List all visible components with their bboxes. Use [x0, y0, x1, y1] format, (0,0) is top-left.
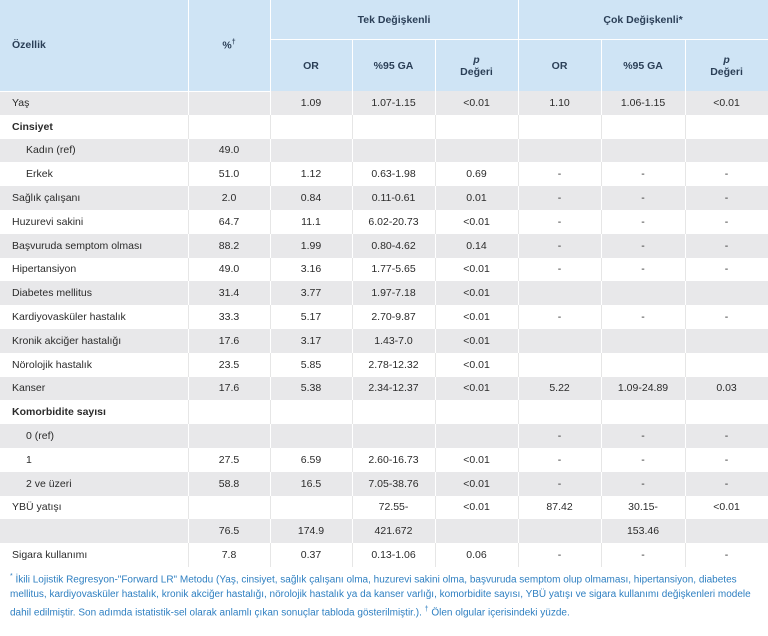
- multi-p-cell: -: [685, 424, 768, 448]
- multi-p-cell: -: [685, 305, 768, 329]
- table-row: [0, 234, 768, 258]
- table-row: [0, 472, 768, 496]
- feature-cell: Cinsiyet: [0, 115, 188, 139]
- feature-cell: Huzurevi sakini: [0, 210, 188, 234]
- multi-p-cell: -: [685, 448, 768, 472]
- uni-or-cell: 5.38: [270, 377, 352, 401]
- uni-p-cell: <0.01: [435, 353, 518, 377]
- percent-cell: 17.6: [188, 329, 270, 353]
- multi-or-cell: [518, 281, 601, 305]
- footnote-star: *: [10, 573, 13, 580]
- multivariate-header: Çok Değişkenli*: [518, 0, 768, 40]
- table-row: [0, 329, 768, 353]
- uni-ci-cell: [352, 424, 435, 448]
- uni-p-cell: 0.14: [435, 234, 518, 258]
- univariate-header: Tek Değişkenli: [270, 0, 518, 40]
- table-row: [0, 519, 768, 543]
- multi-or-cell: [518, 139, 601, 163]
- multi-p-cell: -: [685, 162, 768, 186]
- percent-cell: 76.5: [188, 519, 270, 543]
- uni-p-header: [435, 40, 518, 92]
- multi-ci-cell: [601, 353, 685, 377]
- multi-or-cell: -: [518, 543, 601, 567]
- percent-dagger: †: [231, 39, 236, 46]
- percent-label: %: [222, 39, 232, 52]
- uni-ci-cell: [352, 139, 435, 163]
- uni-p-cell: <0.01: [435, 281, 518, 305]
- uni-ci-cell: [352, 400, 435, 424]
- table-row: [0, 543, 768, 567]
- multi-or-cell: -: [518, 472, 601, 496]
- percent-cell: 31.4: [188, 281, 270, 305]
- uni-ci-header: %95 GA: [352, 40, 435, 92]
- table-row: [0, 377, 768, 401]
- uni-or-cell: 5.85: [270, 353, 352, 377]
- uni-ci-cell: 2.70-9.87: [352, 305, 435, 329]
- percent-cell: 23.5: [188, 353, 270, 377]
- percent-cell: 17.6: [188, 377, 270, 401]
- uni-or-cell: 3.16: [270, 258, 352, 282]
- feature-cell: Hipertansiyon: [0, 258, 188, 282]
- footnote: [10, 569, 760, 621]
- table-header: [0, 0, 768, 91]
- multi-p-cell: [685, 281, 768, 305]
- multi-or-cell: -: [518, 424, 601, 448]
- uni-or-cell: 16.5: [270, 472, 352, 496]
- multi-ci-cell: [601, 139, 685, 163]
- uni-ci-cell: 1.43-7.0: [352, 329, 435, 353]
- uni-p-cell: [435, 139, 518, 163]
- feature-cell: Yaş: [0, 91, 188, 115]
- table-row: [0, 448, 768, 472]
- multi-ci-cell: 30.15-: [601, 496, 685, 520]
- feature-cell: Diabetes mellitus: [0, 281, 188, 305]
- percent-cell: 2.0: [188, 186, 270, 210]
- multi-ci-cell: [601, 115, 685, 139]
- uni-or-cell: 3.17: [270, 329, 352, 353]
- feature-cell: Komorbidite sayısı: [0, 400, 188, 424]
- uni-ci-cell: 2.60-16.73: [352, 448, 435, 472]
- multi-ci-cell: -: [601, 258, 685, 282]
- uni-p-cell: <0.01: [435, 258, 518, 282]
- table-row: [0, 281, 768, 305]
- feature-header: Özellik: [0, 0, 188, 91]
- percent-cell: [188, 424, 270, 448]
- multi-ci-cell: -: [601, 472, 685, 496]
- uni-or-cell: [270, 424, 352, 448]
- uni-p-label: Değeri: [460, 65, 493, 78]
- uni-ci-cell: 0.13-1.06: [352, 543, 435, 567]
- uni-or-cell: 11.1: [270, 210, 352, 234]
- multi-ci-cell: 1.09-24.89: [601, 377, 685, 401]
- uni-p-cell: <0.01: [435, 496, 518, 520]
- feature-cell: [0, 519, 188, 543]
- feature-cell: Kronik akciğer hastalığı: [0, 329, 188, 353]
- uni-ci-cell: 0.80-4.62: [352, 234, 435, 258]
- percent-cell: 27.5: [188, 448, 270, 472]
- multi-p-cell: <0.01: [685, 91, 768, 115]
- percent-cell: [188, 91, 270, 115]
- multi-or-cell: -: [518, 448, 601, 472]
- multi-or-cell: -: [518, 234, 601, 258]
- multi-p-cell: [685, 329, 768, 353]
- percent-cell: 64.7: [188, 210, 270, 234]
- uni-ci-cell: 0.63-1.98: [352, 162, 435, 186]
- table-row: [0, 139, 768, 163]
- multi-p-cell: -: [685, 234, 768, 258]
- feature-cell: Sağlık çalışanı: [0, 186, 188, 210]
- feature-cell: Başvuruda semptom olması: [0, 234, 188, 258]
- multi-or-cell: 1.10: [518, 91, 601, 115]
- footnote-dagger: †: [424, 606, 429, 614]
- uni-or-cell: 5.17: [270, 305, 352, 329]
- table-row: [0, 91, 768, 115]
- multi-or-header: OR: [518, 40, 601, 92]
- uni-p-cell: 0.06: [435, 543, 518, 567]
- multi-ci-cell: 153.46: [601, 519, 685, 543]
- percent-cell: 88.2: [188, 234, 270, 258]
- uni-or-cell: [270, 496, 352, 520]
- uni-p-cell: 0.69: [435, 162, 518, 186]
- uni-p-cell: 0.01: [435, 186, 518, 210]
- uni-ci-cell: 2.78-12.32: [352, 353, 435, 377]
- feature-cell: Sigara kullanımı: [0, 543, 188, 567]
- uni-p-cell: [435, 115, 518, 139]
- multi-p-cell: -: [685, 472, 768, 496]
- uni-ci-cell: 1.77-5.65: [352, 258, 435, 282]
- feature-cell: YBÜ yatışı: [0, 496, 188, 520]
- multi-p-cell: -: [685, 258, 768, 282]
- feature-cell: 2 ve üzeri: [0, 472, 188, 496]
- multi-or-cell: -: [518, 258, 601, 282]
- percent-cell: 7.8: [188, 543, 270, 567]
- multi-ci-cell: [601, 400, 685, 424]
- percent-cell: 33.3: [188, 305, 270, 329]
- table-row: [0, 400, 768, 424]
- uni-p-cell: <0.01: [435, 91, 518, 115]
- multi-p-header: [685, 40, 768, 92]
- percent-cell: [188, 400, 270, 424]
- multi-ci-cell: -: [601, 543, 685, 567]
- multi-or-cell: [518, 329, 601, 353]
- uni-ci-cell: 7.05-38.76: [352, 472, 435, 496]
- feature-cell: Kanser: [0, 377, 188, 401]
- table-row: [0, 424, 768, 448]
- uni-or-cell: [270, 139, 352, 163]
- multi-ci-cell: 1.06-1.15: [601, 91, 685, 115]
- uni-ci-cell: 2.34-12.37: [352, 377, 435, 401]
- uni-or-cell: 1.12: [270, 162, 352, 186]
- multi-p-cell: -: [685, 210, 768, 234]
- percent-cell: 58.8: [188, 472, 270, 496]
- table-row: [0, 258, 768, 282]
- uni-or-cell: 174.9: [270, 519, 352, 543]
- uni-ci-cell: 6.02-20.73: [352, 210, 435, 234]
- table-row: [0, 162, 768, 186]
- percent-header: [188, 0, 270, 91]
- uni-or-cell: 3.77: [270, 281, 352, 305]
- table-row: [0, 210, 768, 234]
- percent-cell: 49.0: [188, 139, 270, 163]
- percent-cell: [188, 496, 270, 520]
- uni-ci-cell: [352, 115, 435, 139]
- multi-ci-cell: -: [601, 448, 685, 472]
- multi-or-cell: [518, 519, 601, 543]
- multi-or-cell: -: [518, 162, 601, 186]
- uni-ci-cell: 72.55-: [352, 496, 435, 520]
- uni-ci-cell: 1.97-7.18: [352, 281, 435, 305]
- multi-p-cell: [685, 519, 768, 543]
- multi-or-cell: -: [518, 210, 601, 234]
- percent-cell: [188, 115, 270, 139]
- table-row: [0, 353, 768, 377]
- uni-or-cell: 0.84: [270, 186, 352, 210]
- multi-or-cell: 87.42: [518, 496, 601, 520]
- multi-ci-cell: -: [601, 162, 685, 186]
- multi-ci-cell: -: [601, 234, 685, 258]
- uni-or-cell: 1.09: [270, 91, 352, 115]
- table-row: [0, 305, 768, 329]
- table-row: [0, 115, 768, 139]
- uni-or-cell: [270, 400, 352, 424]
- multi-ci-header: %95 GA: [601, 40, 685, 92]
- multi-ci-cell: [601, 281, 685, 305]
- uni-p-cell: <0.01: [435, 305, 518, 329]
- multi-ci-cell: -: [601, 186, 685, 210]
- multi-ci-cell: -: [601, 305, 685, 329]
- table-row: [0, 186, 768, 210]
- table-body: [0, 91, 768, 567]
- multi-or-cell: 5.22: [518, 377, 601, 401]
- uni-p-cell: <0.01: [435, 210, 518, 234]
- footnote-text-2: Ölen olgular içerisindeki yüzde.: [431, 607, 570, 619]
- feature-cell: Kadın (ref): [0, 139, 188, 163]
- uni-p-cell: <0.01: [435, 329, 518, 353]
- uni-p-cell: <0.01: [435, 448, 518, 472]
- percent-cell: 49.0: [188, 258, 270, 282]
- feature-cell: 0 (ref): [0, 424, 188, 448]
- uni-p-cell: [435, 424, 518, 448]
- multi-p-cell: <0.01: [685, 496, 768, 520]
- multi-p-label: Değeri: [710, 65, 743, 78]
- table-row: [0, 496, 768, 520]
- uni-or-cell: 1.99: [270, 234, 352, 258]
- uni-or-cell: [270, 115, 352, 139]
- uni-p-cell: <0.01: [435, 472, 518, 496]
- uni-ci-cell: 1.07-1.15: [352, 91, 435, 115]
- footnote-text: İkili Lojistik Regresyon-"Forward LR" Metodu (Yaş, cinsiyet, sağlık çalışanı olma, huzurevi sakini olma, başvuruda semptom olup olmaması, hipertansiyon, diabetes mellitus, kardiyovasküler hastalık, kronik akciğer hastalığı, nörolojik hastalık ya da kanser varlığı, komorbidite sayısı, YBÜ yatışı ve sigara kullanımı değişkenleri modele dahil edilmiştir. Son adımda istatistik-sel olarak anlamlı çıkan sonuçlar tabloda gösterilmiştir.).: [10, 574, 751, 619]
- uni-or-cell: 6.59: [270, 448, 352, 472]
- feature-cell: Nörolojik hastalık: [0, 353, 188, 377]
- multi-p-cell: [685, 139, 768, 163]
- uni-ci-cell: 421.672: [352, 519, 435, 543]
- multi-p-cell: [685, 353, 768, 377]
- multi-p-italic: p: [723, 53, 730, 66]
- multi-or-cell: [518, 400, 601, 424]
- uni-p-cell: [435, 519, 518, 543]
- multi-p-cell: 0.03: [685, 377, 768, 401]
- uni-p-cell: <0.01: [435, 377, 518, 401]
- uni-or-cell: 0.37: [270, 543, 352, 567]
- multi-or-cell: -: [518, 305, 601, 329]
- multi-p-cell: [685, 400, 768, 424]
- multi-ci-cell: -: [601, 210, 685, 234]
- percent-cell: 51.0: [188, 162, 270, 186]
- multi-p-cell: [685, 115, 768, 139]
- multi-p-cell: -: [685, 543, 768, 567]
- multi-ci-cell: [601, 329, 685, 353]
- uni-ci-cell: 0.11-0.61: [352, 186, 435, 210]
- multi-or-cell: -: [518, 186, 601, 210]
- multi-or-cell: [518, 353, 601, 377]
- multi-or-cell: [518, 115, 601, 139]
- uni-or-header: OR: [270, 40, 352, 92]
- feature-cell: 1: [0, 448, 188, 472]
- uni-p-italic: p: [473, 53, 480, 66]
- multi-p-cell: -: [685, 186, 768, 210]
- feature-cell: Kardiyovasküler hastalık: [0, 305, 188, 329]
- uni-p-cell: [435, 400, 518, 424]
- multi-ci-cell: -: [601, 424, 685, 448]
- feature-cell: Erkek: [0, 162, 188, 186]
